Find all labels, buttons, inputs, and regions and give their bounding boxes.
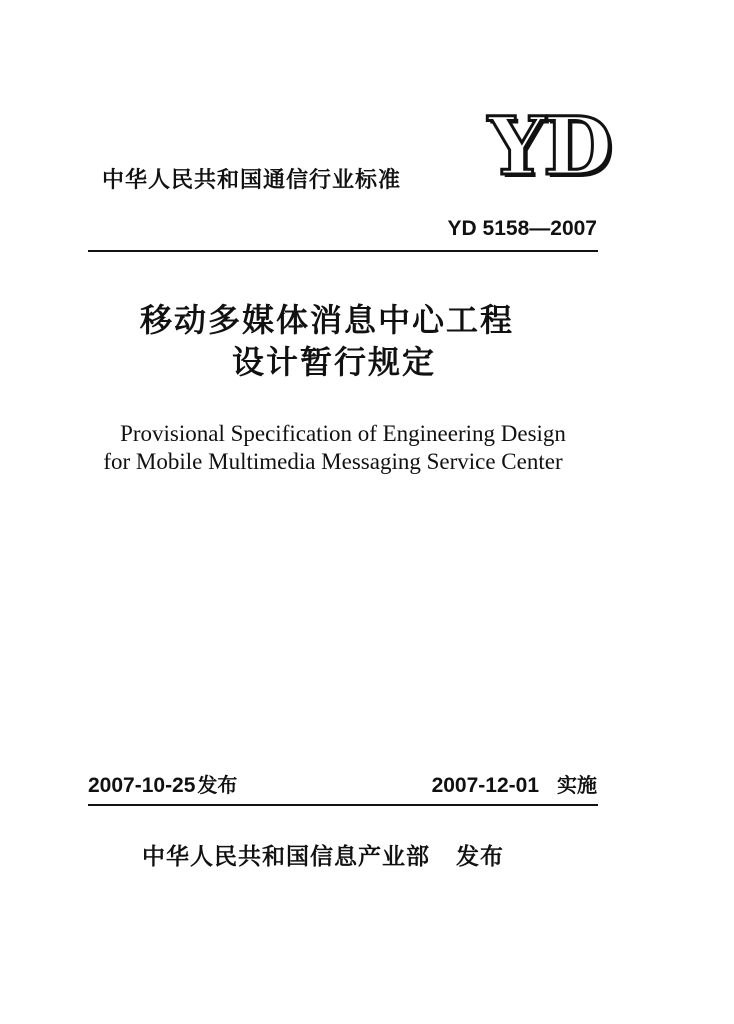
standard-type: 中华人民共和国通信行业标准 — [102, 168, 402, 193]
issuer-name: 中华人民共和国信息产业部 — [142, 844, 430, 870]
standard-code: YD 5158—2007 — [447, 217, 597, 240]
yd-logo: YD — [488, 99, 611, 193]
issue-label: 发布 — [197, 773, 238, 797]
issue-date: 2007-10-25 — [88, 774, 196, 797]
top-divider — [88, 250, 598, 252]
bottom-divider — [88, 804, 598, 806]
title-en-line1: Provisional Specification of Engineering Design — [120, 421, 566, 446]
implementation-date-block — [432, 770, 597, 801]
implementation-date: 2007-12-01 — [431, 774, 539, 797]
issue-date-block — [88, 770, 237, 801]
title-cn-line2: 设计暂行规定 — [232, 343, 437, 381]
issuer-label: 发布 — [456, 844, 504, 870]
title-en-line2: for Mobile Multimedia Messaging Service Center — [103, 449, 563, 474]
implementation-label: 实施 — [557, 773, 597, 797]
title-cn-line1: 移动多媒体消息中心工程 — [140, 301, 515, 339]
issuer-block — [142, 840, 504, 874]
